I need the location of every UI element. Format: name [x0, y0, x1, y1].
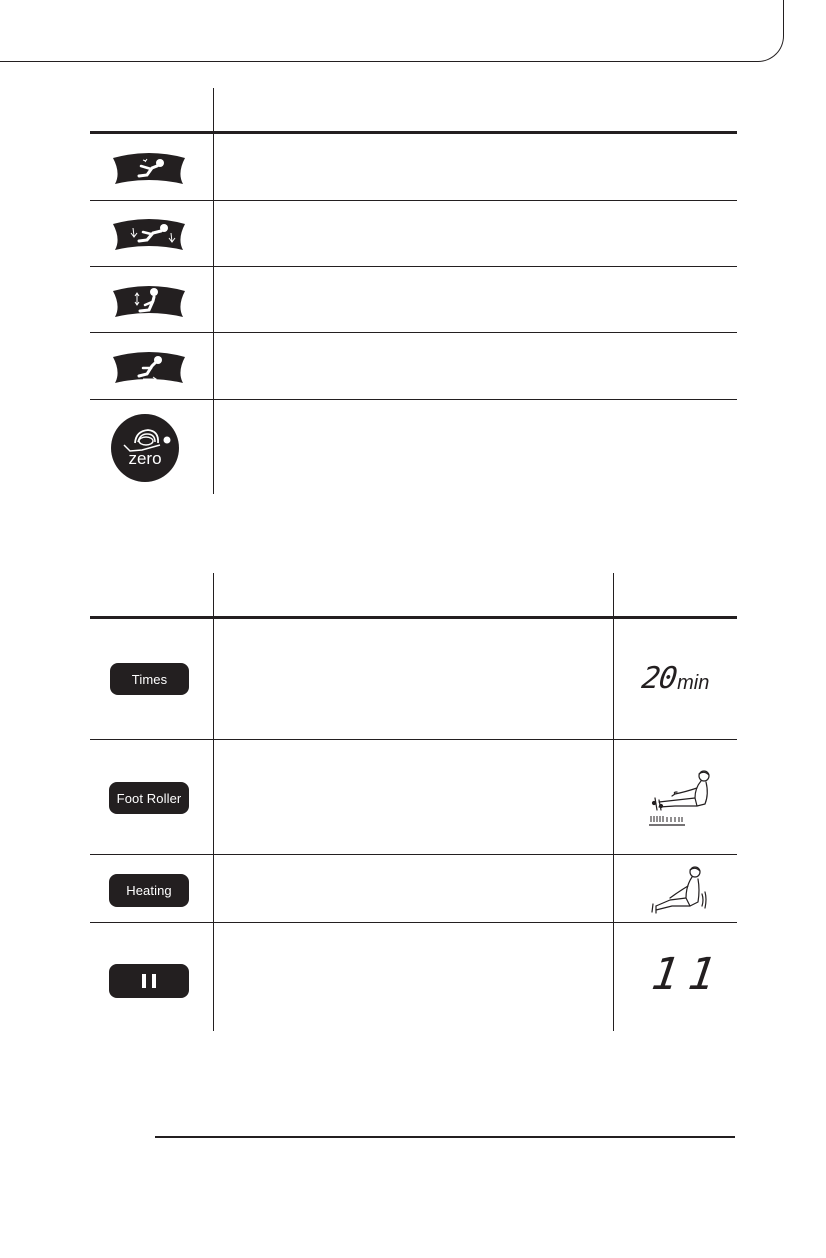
table-1-row-divider: [90, 266, 737, 267]
heating-person-icon: [648, 864, 708, 916]
recline-back-icon[interactable]: [109, 150, 189, 188]
table-1-row-divider: [90, 200, 737, 201]
heating-button[interactable]: Heating: [109, 874, 189, 907]
table-2-column-divider: [613, 573, 614, 1031]
pause-button[interactable]: [109, 964, 189, 998]
zero-gravity-label: zero: [128, 449, 162, 468]
timer-unit: min: [677, 672, 710, 694]
timer-digits: 20: [639, 661, 679, 696]
table-1-row-divider: [90, 332, 737, 333]
table-2-row-divider: [90, 739, 737, 740]
foot-roller-button[interactable]: Foot Roller: [109, 782, 189, 814]
pause-display: 11: [648, 949, 729, 1000]
foot-roller-person-icon: [645, 766, 717, 830]
table-2-row-divider: [90, 922, 737, 923]
pause-icon: [139, 973, 159, 989]
timer-display: [639, 661, 710, 696]
table-1-header-rule: [90, 131, 737, 134]
table-2-row-divider: [90, 854, 737, 855]
page-corner-line: [0, 0, 784, 62]
table-1-row-divider: [90, 399, 737, 400]
recline-full-icon[interactable]: [109, 216, 189, 254]
table-1-column-divider: [213, 88, 214, 494]
zero-gravity-icon[interactable]: [110, 413, 180, 483]
times-button[interactable]: Times: [110, 663, 189, 695]
raise-back-icon[interactable]: [109, 283, 189, 321]
leg-extend-icon[interactable]: [109, 349, 189, 387]
footer-rule: [155, 1136, 735, 1138]
table-2-header-rule: [90, 616, 737, 619]
table-2-column-divider: [213, 573, 214, 1031]
